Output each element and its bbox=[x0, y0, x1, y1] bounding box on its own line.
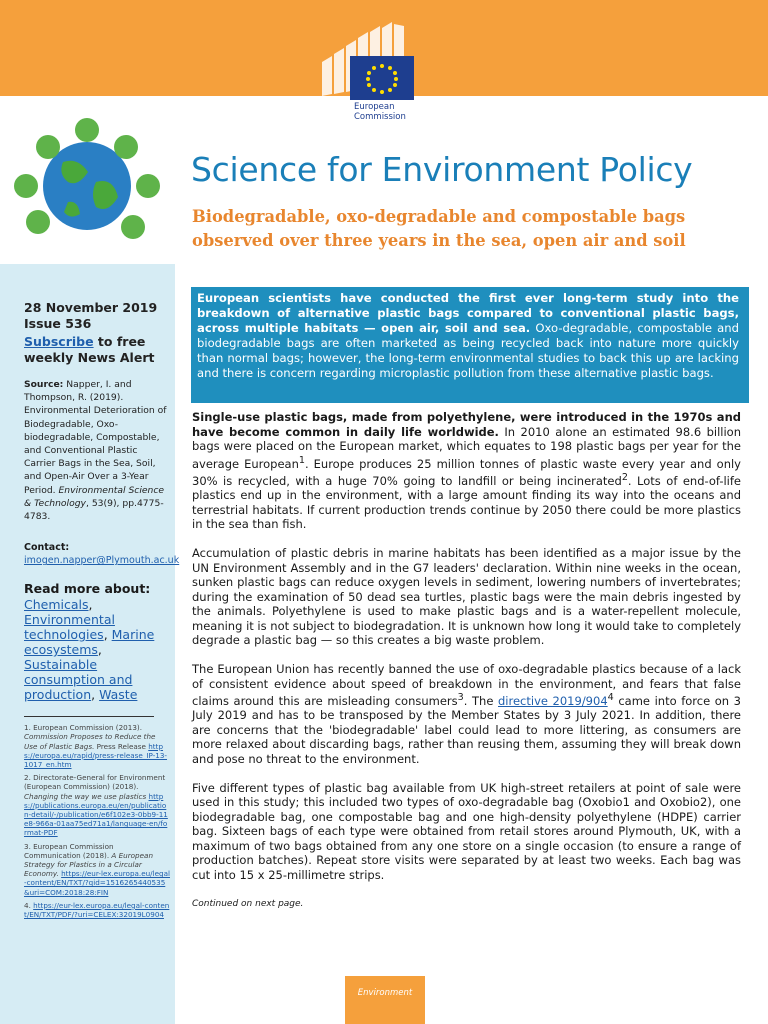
directive-link[interactable]: directive 2019/904 bbox=[498, 693, 608, 708]
topic-link-waste[interactable]: Waste bbox=[99, 687, 138, 703]
footnotes bbox=[24, 723, 170, 919]
footer-section-tab: Environment bbox=[345, 976, 425, 1024]
footnote-2: 2. Directorate-General for Environment (European Commission) (2018). Changing the way we use plastics https://publications.europa.eu/en/publication-detail/-/publication/e6f102e3-0bb9-11e8-966a-01aa75ed71a1/language-en/format-PDF bbox=[24, 773, 168, 838]
paragraph-1: Single-use plastic bags, made from polyethylene, were introduced in the 1970s and have become common in daily life worldwide. In 2010 alone an estimated 98.6 billion bags were placed on the European market, which equates to 198 plastic bags per year for the average European$^1$. Europe produces 25 million tonnes of plastic waste every year and only 30% is recycled, with a huge 70% going to landfill or being incinerated$^2$. Lots of end-of-life plastics end up in the environment, with a large amount finding its way into the oceans and terrestrial habitats. If current production trends continue by 2050 there could be more plastics in the sea than fish. bbox=[192, 410, 742, 532]
source-citation bbox=[24, 378, 170, 523]
topic-link-marine-ecosystems[interactable]: Marine ecosystems bbox=[24, 627, 155, 658]
source-text: Napper, I. and Thompson, R. (2019). Environmental Deterioration of Biodegradable, Oxo-biodegradable, Compostable, and Conventional Plastic Carrier Bags in the Sea, Soil, and Open-Air Over a 3-Year Period. bbox=[24, 379, 167, 496]
sidebar bbox=[0, 96, 180, 1024]
footnote-3: 3. European Commission Communication (2018). A European Strategy for Plastics in a Circular Economy. https://eur-lex.europa.eu/legal-content/EN/TXT/?qid=1516265440535&uri=COM:2018:28:FIN bbox=[24, 841, 170, 897]
ec-logo-text: European Commission bbox=[354, 102, 406, 122]
source-tail: , 53(9), pp.4775-4783. bbox=[24, 497, 164, 523]
page-title: Science for Environment Policy bbox=[191, 150, 693, 189]
contact-label: Contact: bbox=[24, 542, 70, 554]
paragraph-2: Accumulation of plastic debris in marine habitats has been identified as a major issue by the UN Environment Assembly and in the G7 leaders' declaration. Within nine weeks in the ocean, sunken plastic bags can reduce oxygen levels in sediment, lowering numbers of invertebrates; during the examination of 50 dead sea turtles, plastic bags were the main debris ingested by the animals. Polyethylene is used to make plastic bags and is a water-repellent molecule, meaning it is not subject to biodegradation. It is unknown how long it would take to completely degrade a plastic bag — so this creates a big waste problem. bbox=[192, 546, 741, 648]
issue-number: Issue 536 bbox=[24, 316, 92, 331]
topic-link-sustainable-consumption[interactable]: Sustainable consumption and production bbox=[24, 657, 133, 703]
footnote-1-link[interactable]: https://europa.eu/rapid/press-release_IP-13-1017_en.htm bbox=[24, 741, 168, 770]
footnote-3-link[interactable]: https://eur-lex.europa.eu/legal-content/EN/TXT/?qid=1516265440535&uri=COM:2018:28:FIN bbox=[24, 869, 170, 897]
footnote-1: 1. European Commission (2013). Commission Proposes to Reduce the Use of Plastic Bags. Press Release https://europa.eu/rapid/press-release_IP-13-1017_en.htm bbox=[24, 723, 168, 770]
topic-link-chemicals[interactable]: Chemicals bbox=[24, 597, 89, 613]
source-journal: Environmental Science & Technology bbox=[24, 484, 165, 509]
read-more-heading: Read more about: bbox=[24, 581, 151, 597]
sidebar-info bbox=[24, 300, 180, 923]
paragraph-3: The European Union has recently banned the use of oxo-degradable plastics because of a lack of consistent evidence about speed of breakdown in the environment, and fears that false claims around this are misleading consumers$^3$. The directive $2019/904^4$ came into force on 3 July 2019 and has to be transposed by the Member States by 3 July 2021. In addition, there are concerns that the 'biodegradable' label could lead to more littering, as consumers are more relaxed about discarding bags, rather than reusing them, assuming they will break down and pose no threat to the environment. bbox=[192, 662, 741, 766]
globe-icon bbox=[8, 102, 166, 260]
article-title: Biodegradable, oxo-degradable and compostable bags observed over three years in the sea, open air and soil bbox=[192, 207, 686, 250]
sidebar-logo-area bbox=[0, 96, 175, 264]
sidebar-divider bbox=[24, 716, 154, 717]
issue-date: 28 November 2019 bbox=[24, 300, 158, 315]
subscribe-link[interactable]: Subscribe bbox=[24, 334, 94, 349]
abstract-box bbox=[191, 287, 749, 403]
subscribe-text: to free weekly News Alert bbox=[24, 334, 155, 365]
article-body bbox=[192, 410, 741, 911]
footnote-4: 4. https://eur-lex.europa.eu/legal-content/EN/TXT/PDF/?uri=CELEX:32019L0904 bbox=[24, 900, 170, 920]
source-label: Source: bbox=[24, 379, 64, 390]
abstract-text: Oxo-degradable, compostable and biodegradable bags are often marketed as being recycled back into nature more quickly than normal bags; however, the long-term environmental studies to back this up are lacking and there is concern regarding microplastic pollution from these alternative plastic bags. bbox=[197, 321, 739, 380]
european-commission-logo bbox=[318, 20, 418, 124]
eu-flag-icon bbox=[350, 56, 414, 100]
footnote-2-link[interactable]: https://publications.europa.eu/en/publication-detail/-/publication/e6f102e3-0bb9-11e8-966a-01aa75ed71a1/language-en/format-PDF bbox=[24, 791, 168, 838]
footnote-4-link[interactable]: https://eur-lex.europa.eu/legal-content/EN/TXT/PDF/?uri=CELEX:32019L0904 bbox=[24, 900, 170, 920]
abstract-lead: European scientists have conducted the first ever long-term study into the breakdown of alternative plastic bags compared to conventional plastic bags, across multiple habitats — open air, soil and sea. bbox=[197, 291, 739, 335]
paragraph-4: Five different types of plastic bag available from UK high-street retailers at point of sale were used in this study; this included two types of oxo-degradable bag (Oxobio1 and Oxobio2), one biodegradable bag, one compostable bag and one high-density polyethylene (HDPE) carrier bag. Sixteen bags of each type were obtained from retail stores around Plymouth, UK, with a maximum of two bags obtained from any one store on a single occasion (to ensure a range of production batches). Repeat store visits were separated by at least two weeks. Each bag was cut into 15 x 25-millimetre strips. bbox=[192, 780, 741, 882]
contact-block bbox=[24, 541, 180, 567]
topic-link-environmental-technologies[interactable]: Environmental technologies bbox=[24, 612, 115, 643]
contact-email-link[interactable]: imogen.napper@Plymouth.ac.uk bbox=[24, 555, 180, 567]
continued-note: Continued on next page. bbox=[192, 898, 304, 909]
topic-links: Chemicals, Environmental technologies, Marine ecosystems, Sustainable consumption and production, Waste bbox=[24, 597, 155, 703]
subscribe-line bbox=[24, 334, 170, 366]
